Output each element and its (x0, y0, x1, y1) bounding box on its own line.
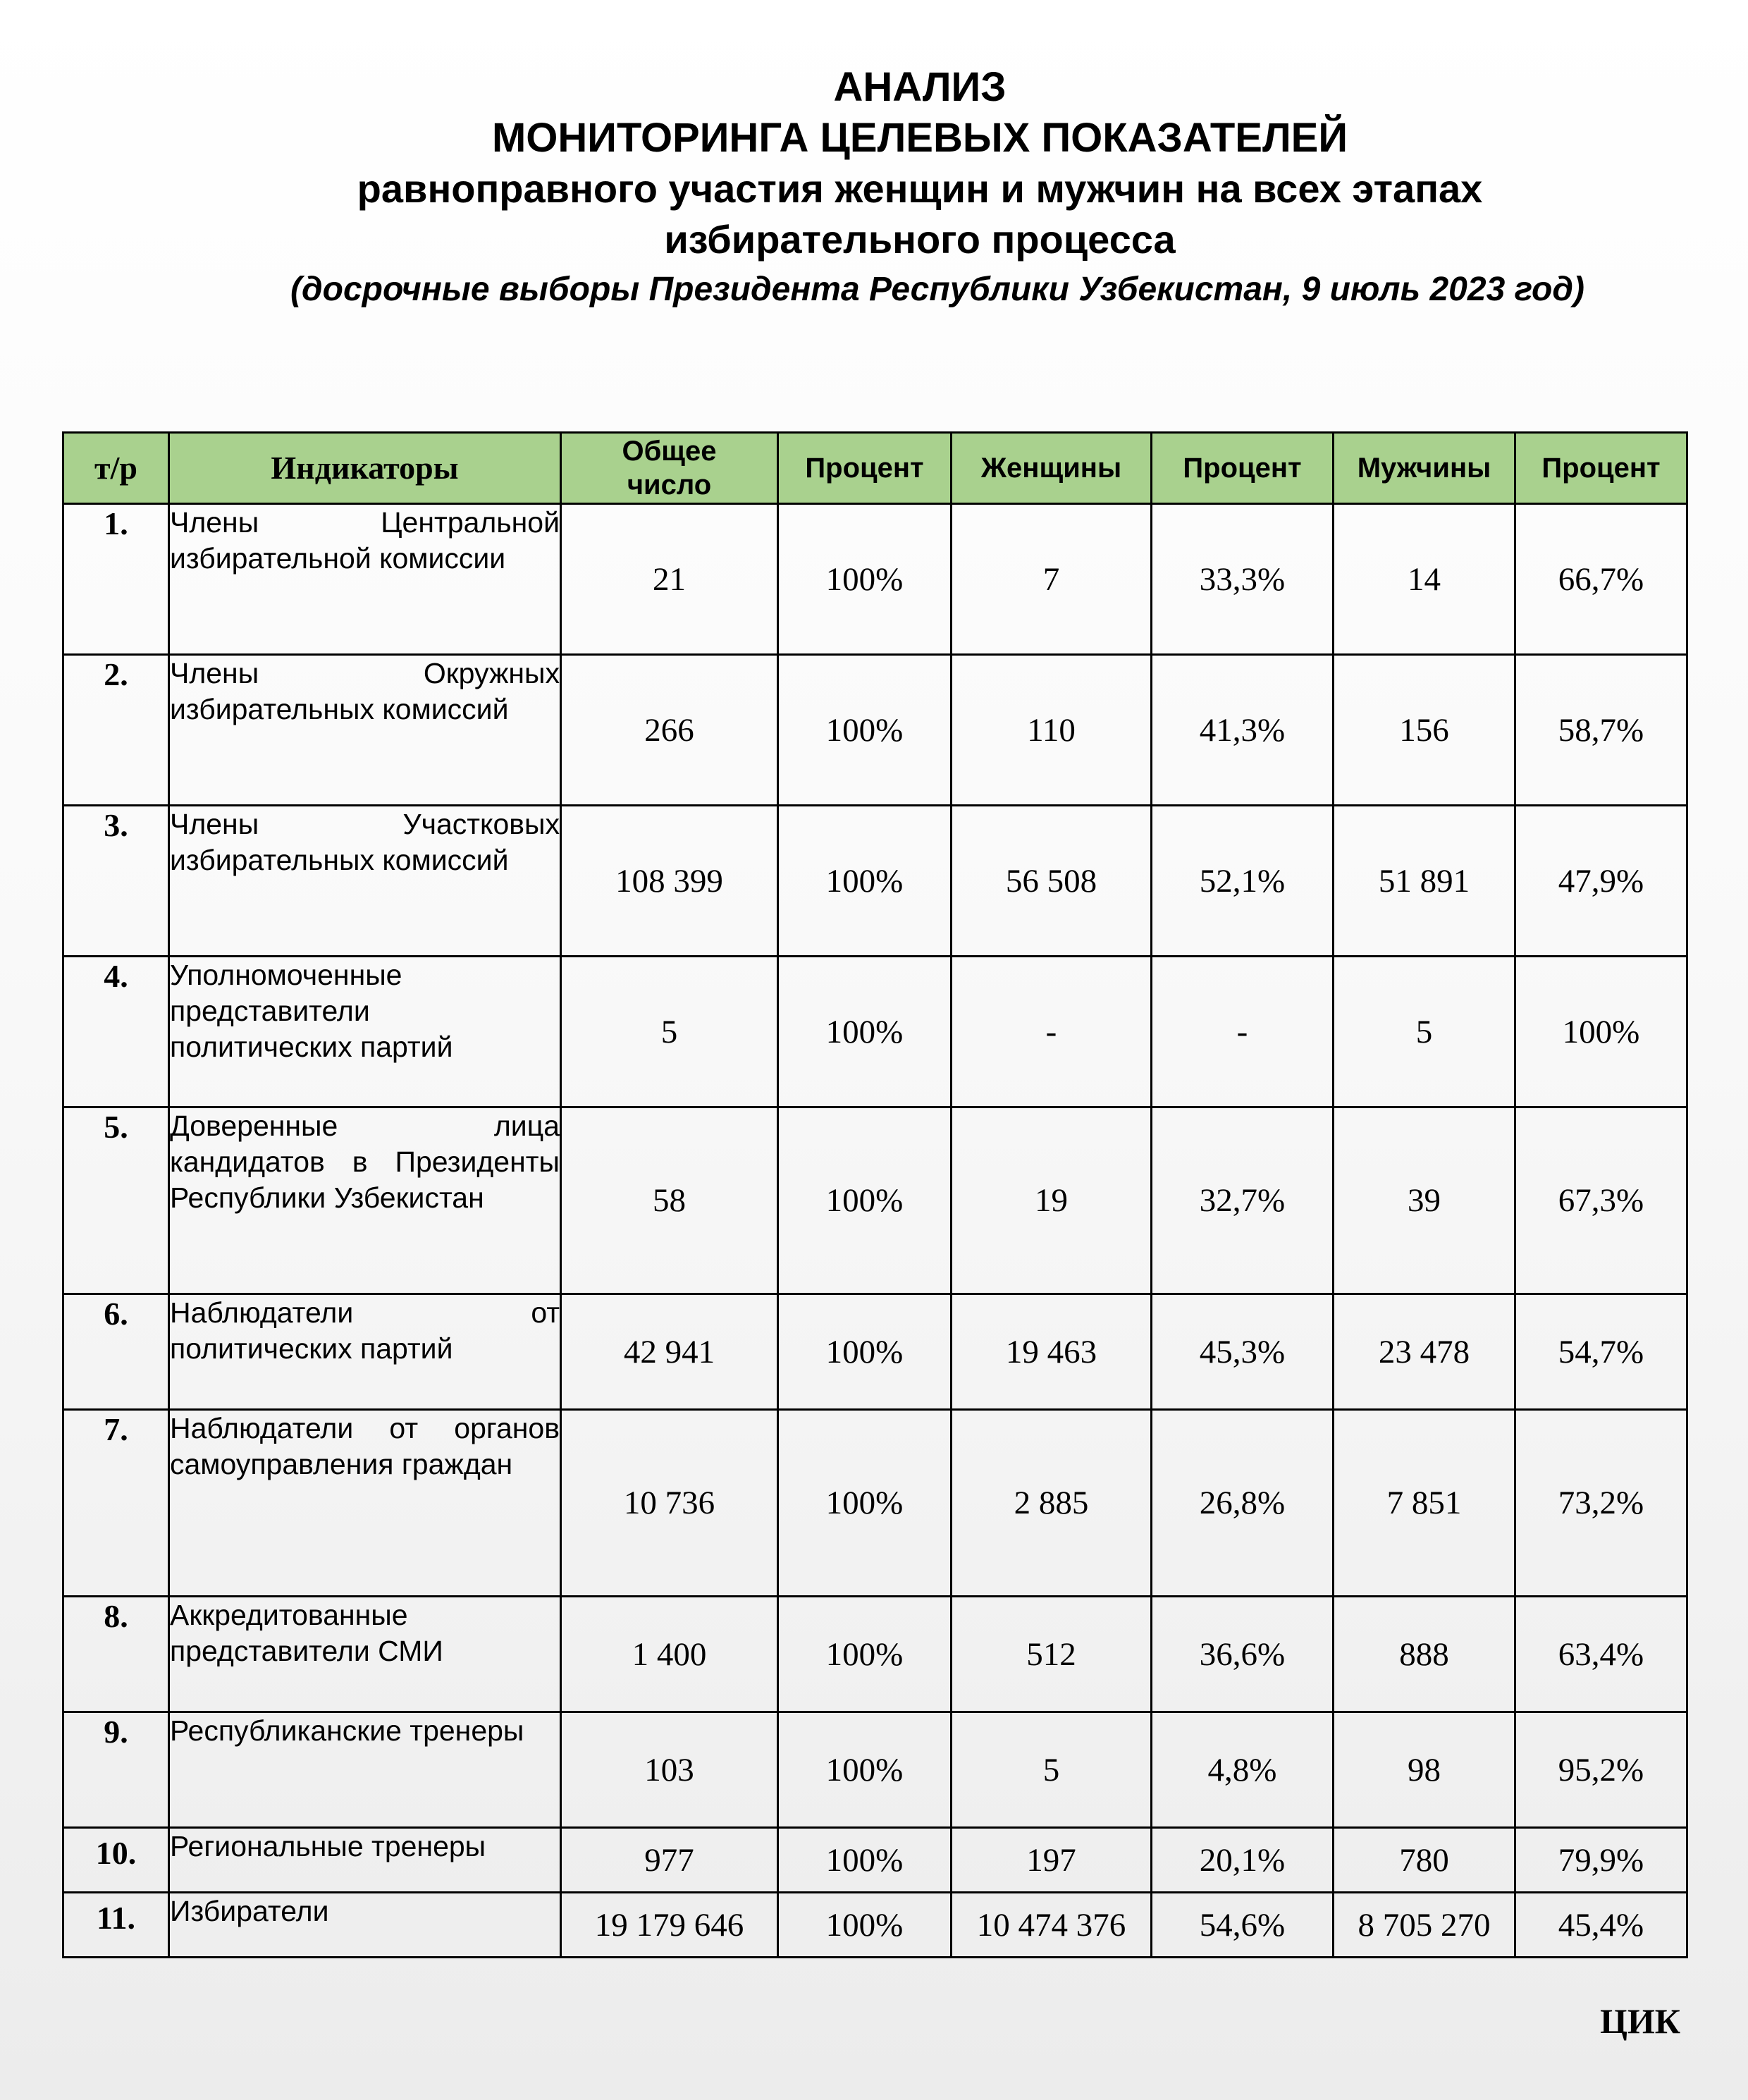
header-women-percent: Процент (1152, 433, 1334, 504)
row-total-percent: 100% (778, 1107, 952, 1294)
row-men-percent: 67,3% (1515, 1107, 1687, 1294)
row-men: 888 (1334, 1597, 1515, 1712)
row-men: 98 (1334, 1712, 1515, 1828)
footer-signature: ЦИК (1600, 2001, 1681, 2041)
heading-line-4: избирательного процесса (664, 217, 1176, 262)
row-men: 14 (1334, 504, 1515, 655)
row-indicator: Уполномоченные представители политических партий (169, 957, 561, 1107)
row-women-percent: 20,1% (1152, 1828, 1334, 1893)
row-women: 7 (952, 504, 1152, 655)
row-men-percent: 63,4% (1515, 1597, 1687, 1712)
row-men-percent: 73,2% (1515, 1410, 1687, 1597)
row-number: 1. (63, 504, 169, 655)
row-total-percent: 100% (778, 1597, 952, 1712)
row-men-percent: 58,7% (1515, 655, 1687, 806)
row-women: 19 (952, 1107, 1152, 1294)
table-row (63, 1107, 1687, 1294)
table-row (63, 1893, 1687, 1958)
row-women: 5 (952, 1712, 1152, 1828)
row-indicator: Республиканские тренеры (169, 1712, 561, 1828)
row-men: 23 478 (1334, 1294, 1515, 1410)
heading-subtitle: (досрочные выборы Президента Республики Узбекистан, 9 июль 2023 год) (290, 271, 1584, 308)
row-women: 10 474 376 (952, 1893, 1152, 1958)
row-indicator: Наблюдатели от органов самоуправления граждан (169, 1410, 561, 1597)
row-women-percent: 33,3% (1152, 504, 1334, 655)
row-number: 10. (63, 1828, 169, 1893)
row-total: 1 400 (561, 1597, 778, 1712)
row-men-percent: 79,9% (1515, 1828, 1687, 1893)
table-row (63, 504, 1687, 655)
row-number: 7. (63, 1410, 169, 1597)
row-number: 8. (63, 1597, 169, 1712)
row-men: 39 (1334, 1107, 1515, 1294)
row-total-percent: 100% (778, 504, 952, 655)
table-row (63, 1712, 1687, 1828)
row-women: 19 463 (952, 1294, 1152, 1410)
row-men-percent: 95,2% (1515, 1712, 1687, 1828)
row-number: 4. (63, 957, 169, 1107)
row-total: 58 (561, 1107, 778, 1294)
row-number: 6. (63, 1294, 169, 1410)
document-heading (0, 62, 1748, 314)
row-men: 780 (1334, 1828, 1515, 1893)
row-indicator: Члены Окружных избирательных комиссий (169, 655, 561, 806)
row-number: 3. (63, 806, 169, 957)
table-row (63, 806, 1687, 957)
row-women-percent: 4,8% (1152, 1712, 1334, 1828)
row-total: 10 736 (561, 1410, 778, 1597)
row-women: 110 (952, 655, 1152, 806)
row-total: 266 (561, 655, 778, 806)
row-total-percent: 100% (778, 1294, 952, 1410)
row-number: 2. (63, 655, 169, 806)
row-total-percent: 100% (778, 655, 952, 806)
heading-line-3: равноправного участия женщин и мужчин на всех этапах (357, 166, 1483, 211)
table-row (63, 1597, 1687, 1712)
row-total: 42 941 (561, 1294, 778, 1410)
row-women-percent: 36,6% (1152, 1597, 1334, 1712)
row-indicator: Члены Участковых избирательных комиссий (169, 806, 561, 957)
heading-line-1: АНАЛИЗ (833, 64, 1007, 110)
indicators-table (62, 431, 1688, 1958)
table-row (63, 655, 1687, 806)
row-women-percent: 26,8% (1152, 1410, 1334, 1597)
row-indicator: Члены Центральной избирательной комиссии (169, 504, 561, 655)
row-number: 11. (63, 1893, 169, 1958)
row-women: 56 508 (952, 806, 1152, 957)
row-total: 108 399 (561, 806, 778, 957)
header-women: Женщины (952, 433, 1152, 504)
table-row (63, 1828, 1687, 1893)
row-women: - (952, 957, 1152, 1107)
row-total: 19 179 646 (561, 1893, 778, 1958)
row-men: 7 851 (1334, 1410, 1515, 1597)
row-women-percent: 32,7% (1152, 1107, 1334, 1294)
header-total-percent: Процент (778, 433, 952, 504)
row-women-percent: 52,1% (1152, 806, 1334, 957)
row-indicator: Аккредитованные представители СМИ (169, 1597, 561, 1712)
heading-line-2: МОНИТОРИНГА ЦЕЛЕВЫХ ПОКАЗАТЕЛЕЙ (491, 115, 1348, 161)
header-men: Мужчины (1334, 433, 1515, 504)
header-total-label: Общее число (622, 436, 717, 501)
table-header-row (63, 433, 1687, 504)
row-women: 197 (952, 1828, 1152, 1893)
row-women: 2 885 (952, 1410, 1152, 1597)
row-number: 5. (63, 1107, 169, 1294)
header-men-percent: Процент (1515, 433, 1687, 504)
row-women-percent: - (1152, 957, 1334, 1107)
table-row (63, 957, 1687, 1107)
table-row (63, 1410, 1687, 1597)
row-men-percent: 54,7% (1515, 1294, 1687, 1410)
row-total-percent: 100% (778, 1410, 952, 1597)
row-men-percent: 66,7% (1515, 504, 1687, 655)
row-men: 51 891 (1334, 806, 1515, 957)
row-women-percent: 54,6% (1152, 1893, 1334, 1958)
row-total: 5 (561, 957, 778, 1107)
row-men-percent: 100% (1515, 957, 1687, 1107)
row-total-percent: 100% (778, 806, 952, 957)
header-indicators: Индикаторы (169, 433, 561, 504)
row-men: 156 (1334, 655, 1515, 806)
row-men: 5 (1334, 957, 1515, 1107)
row-indicator: Доверенные лица кандидатов в Президенты Республики Узбекистан (169, 1107, 561, 1294)
row-women: 512 (952, 1597, 1152, 1712)
header-index: т/р (63, 433, 169, 504)
row-indicator: Региональные тренеры (169, 1828, 561, 1893)
header-total (561, 433, 778, 504)
row-total: 977 (561, 1828, 778, 1893)
row-men-percent: 47,9% (1515, 806, 1687, 957)
row-total: 21 (561, 504, 778, 655)
row-women-percent: 45,3% (1152, 1294, 1334, 1410)
row-total: 103 (561, 1712, 778, 1828)
row-indicator: Наблюдатели от политических партий (169, 1294, 561, 1410)
table-row (63, 1294, 1687, 1410)
row-total-percent: 100% (778, 1828, 952, 1893)
row-total-percent: 100% (778, 957, 952, 1107)
row-women-percent: 41,3% (1152, 655, 1334, 806)
row-indicator: Избиратели (169, 1893, 561, 1958)
row-number: 9. (63, 1712, 169, 1828)
row-total-percent: 100% (778, 1893, 952, 1958)
row-men: 8 705 270 (1334, 1893, 1515, 1958)
row-total-percent: 100% (778, 1712, 952, 1828)
row-men-percent: 45,4% (1515, 1893, 1687, 1958)
